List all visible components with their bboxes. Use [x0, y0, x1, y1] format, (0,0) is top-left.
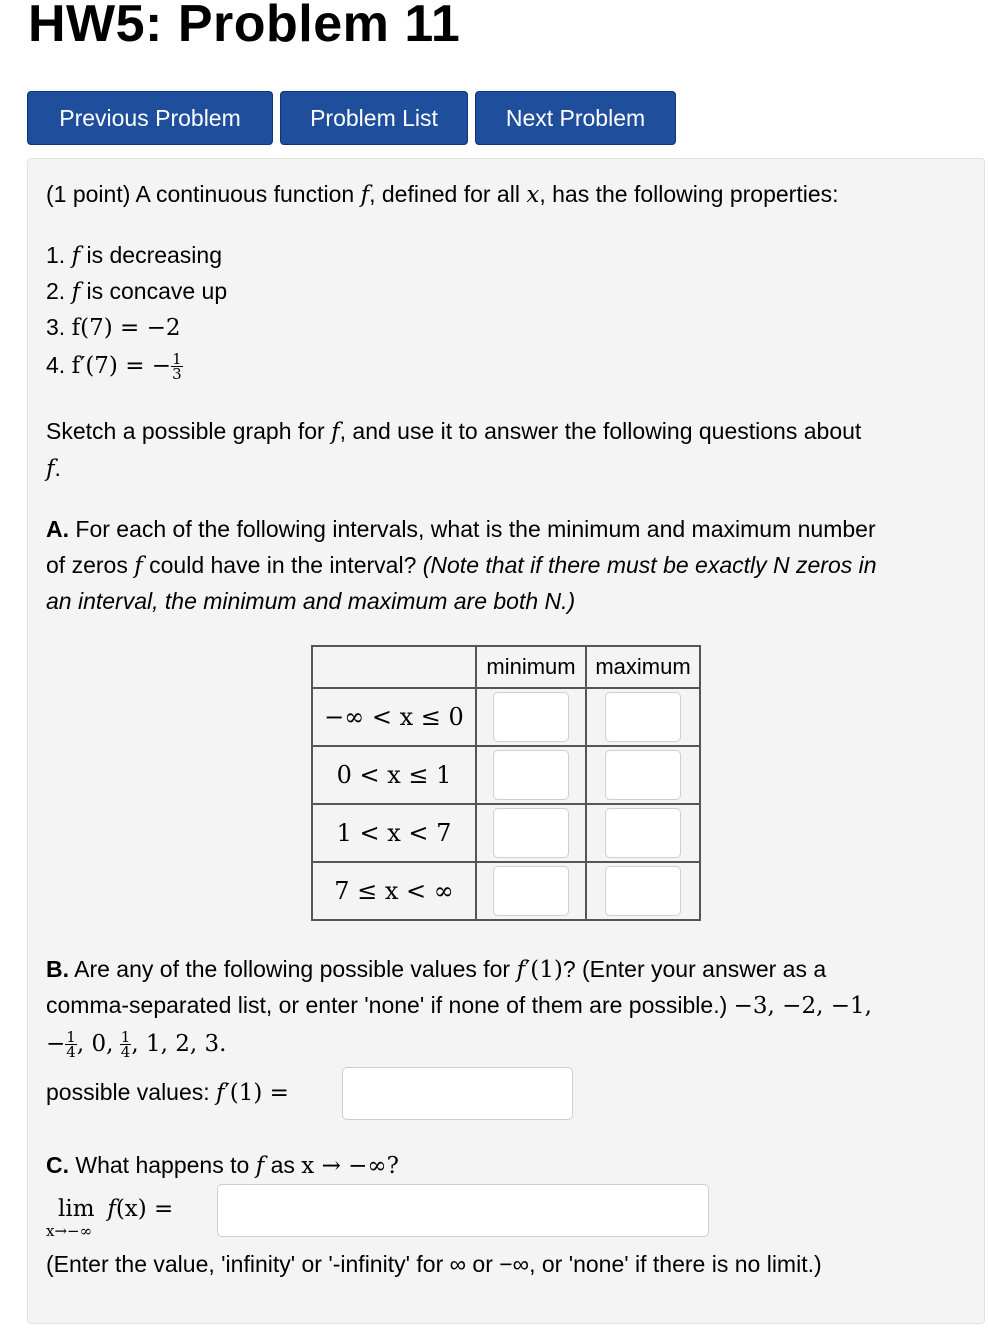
limit-subscript: x→−∞ [46, 1222, 93, 1240]
min-input-3[interactable] [493, 808, 569, 858]
interval-3: 1 < x < 7 [312, 804, 476, 862]
property-4: 4. f′(7) = − $\frac{1}{3}$ [46, 350, 182, 384]
property-2: 2. f is concave up [46, 278, 228, 305]
problem-list-button[interactable]: Problem List [280, 91, 468, 145]
max-input-2[interactable] [605, 750, 681, 800]
header-maximum: maximum [586, 646, 700, 688]
sketch-prompt: Sketch a possible graph for f, and use it to answer the following questions about [46, 418, 862, 445]
interval-4: 7 ≤ x < ∞ [312, 862, 476, 920]
part-c-question: C. What happens to f as x → −∞? [46, 1152, 399, 1179]
max-input-1[interactable] [605, 692, 681, 742]
zeros-table [311, 645, 701, 921]
part-c-hint: (Enter the value, 'infinity' or '-infinity' for ∞ or −∞, or 'none' if there is no limit.) [46, 1251, 822, 1277]
interval-1: −∞ < x ≤ 0 [312, 688, 476, 746]
min-input-4[interactable] [493, 866, 569, 916]
part-a-note: an interval, the minimum and maximum are both N.) [46, 588, 576, 614]
min-input-1[interactable] [493, 692, 569, 742]
part-b-question: B. Are any of the following possible values for f′(1)? (Enter your answer as a [46, 956, 827, 983]
property-3: 3. f(7) = −2 [46, 314, 181, 341]
part-b-answer-label: possible values: f′(1) = [46, 1079, 289, 1106]
part-a-question: A. For each of the following intervals, what is the minimum and maximum number [46, 516, 876, 542]
sketch-prompt-end: f. [46, 455, 61, 482]
limit-input[interactable] [217, 1184, 709, 1237]
problem-intro: (1 point) A continuous function f, defined for all x, has the following properties: [46, 181, 839, 208]
interval-2: 0 < x ≤ 1 [312, 746, 476, 804]
max-input-4[interactable] [605, 866, 681, 916]
table-corner [312, 646, 476, 688]
page-title: HW5: Problem 11 [28, 0, 461, 53]
next-problem-button[interactable]: Next Problem [475, 91, 676, 145]
property-1: 1. f is decreasing [46, 242, 223, 269]
part-a-question-2: of zeros f could have in the interval? (Note that if there must be exactly N zeros in [46, 552, 877, 579]
min-input-2[interactable] [493, 750, 569, 800]
max-input-3[interactable] [605, 808, 681, 858]
limit-expression: lim f(x) = [58, 1196, 174, 1222]
possible-values-input[interactable] [342, 1067, 573, 1120]
part-b-values: − $\frac{1}{4}$ , 0, $\frac{1}{4}$ , 1, 2, 3. [46, 1028, 227, 1062]
previous-problem-button[interactable]: Previous Problem [27, 91, 273, 145]
header-minimum: minimum [476, 646, 586, 688]
part-b-question-2: comma-separated list, or enter 'none' if none of them are possible.) −3, −2, −1, [46, 992, 872, 1019]
